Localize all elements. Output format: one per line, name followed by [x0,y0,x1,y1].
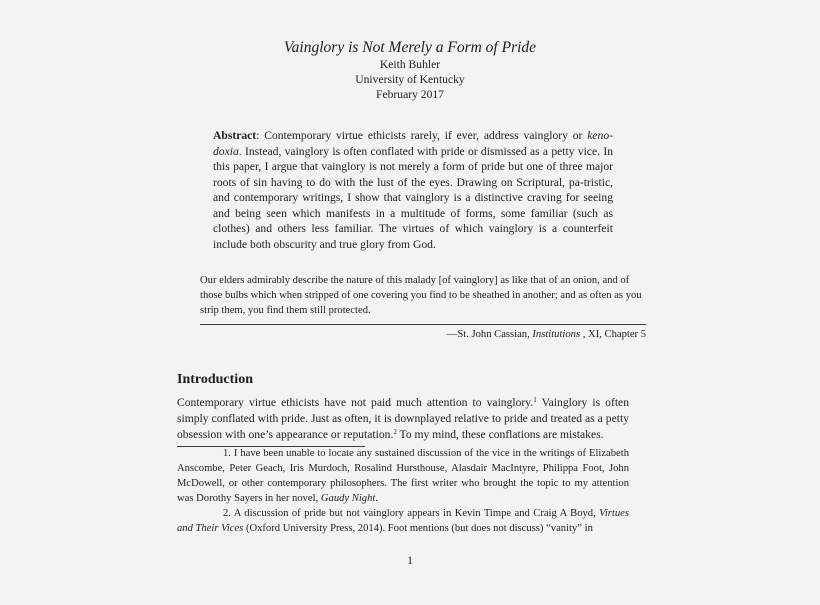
paper-title: Vainglory is Not Merely a Form of Pride [283,39,537,56]
intro-text-1: Contemporary virtue ethicists have not paid much attention to vainglory. [177,396,534,409]
intro-text-3: To my mind, these conflations are mistakes. [396,428,604,441]
abstract [213,128,613,252]
page-number: 1 [407,554,413,567]
epigraph-quote: Our elders admirably describe the nature of this malady [of vainglory] as like that of an onion, and of those bulbs which when stripped of one covering you find to be sheathed in another; and as often as you strip them, you find them still protected. [200,275,642,316]
footnote-ref-2[interactable]: 2 [393,428,397,436]
epigraph-author: —St. John Cassian, [446,329,533,340]
footnote-2 [177,506,629,536]
epigraph-work: Institutions [532,329,581,340]
footnotes [177,446,629,536]
introduction-paragraph [177,395,629,443]
footnote-1-work: Gaudy Night [320,493,376,504]
abstract-term: keno-doxia [213,129,613,158]
footnote-2-work: Virtues and Their Vices [177,508,629,534]
footnote-1-end: . [375,493,378,504]
footnote-ref-1[interactable]: 1 [533,396,537,404]
abstract-label: Abstract [213,129,257,142]
abstract-text-start: : Contemporary virtue ethicists rarely, if ever, address vainglory or [256,129,588,142]
intro-text-2: Vainglory is often simply conflated with pride. Just as often, it is downplayed relative to pride and treated as a petty obsession with one’s appearance or reputation. [177,396,629,441]
footnote-2-end: (Oxford University Press, 2014). Foot mentions (but does not discuss) “vanity” in [243,523,593,534]
epigraph-location: , XI, Chapter 5 [580,329,646,340]
footnote-2-text: 2. A discussion of pride but not vainglory appears in Kevin Timpe and Craig A Boyd, [223,508,600,519]
paper-header [0,38,820,102]
epigraph-divider [200,324,646,325]
footnote-1 [177,446,629,506]
author-affiliation: University of Kentucky [355,73,465,86]
abstract-text-rest: . Instead, vainglory is often conflated with pride or dismissed as a petty vice. In this paper, I argue that vainglory is not merely a form of pride but one of three major roots of sin having to do with the lust of the eyes. Drawing on Scriptural, pa-tristic, and contemporary writings, I show that vainglory is a distinctive craving for seeing and being seen which manifests in a multitude of forms, some familiar (such as clothes) and others less familiar. The virtues of which vainglory is a counterfeit include both obscurity and true glory from God. [213,144,613,251]
epigraph [200,273,646,342]
footnote-1-text: 1. I have been unable to locate any sustained discussion of the vice in the writings of Elizabeth Anscombe, Peter Geach, Iris Murdoch, Rosalind Hursthouse, Alasdair MacIntyre, Philippa Foot, John McDowell, or other contemporary philosophers. The first writer who brought the topic to my attention was Dorothy Sayers in her novel, [177,448,629,504]
author-name: Keith Buhler [379,58,441,71]
epigraph-attribution [200,327,646,342]
section-heading-introduction: Introduction [177,372,253,387]
paper-date: February 2017 [376,88,444,101]
